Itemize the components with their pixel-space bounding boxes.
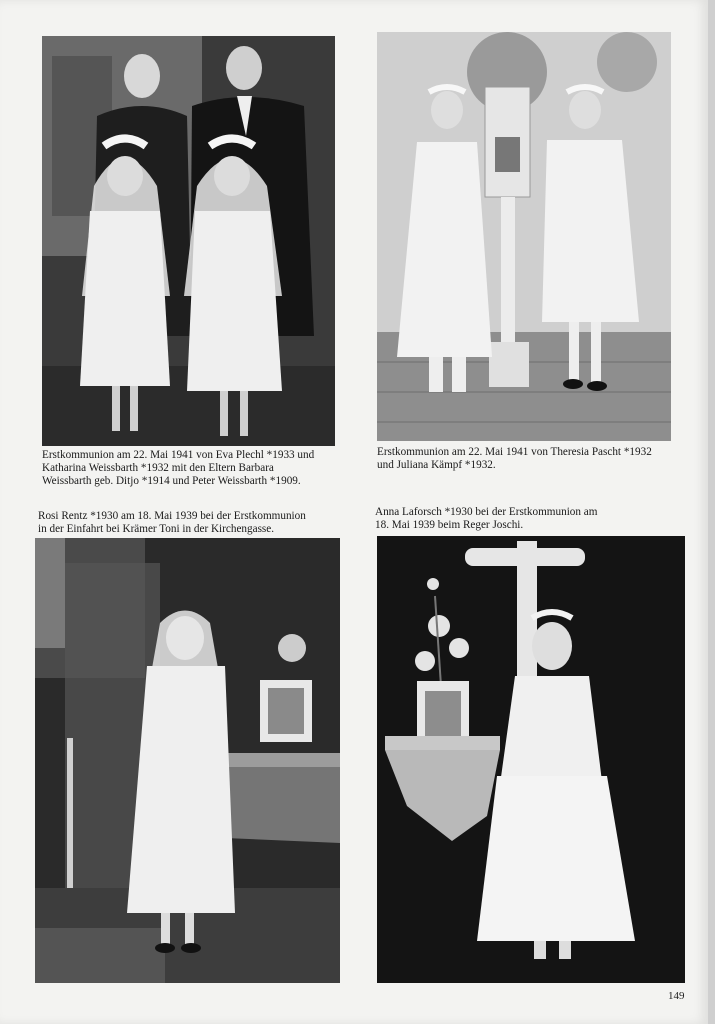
caption-line: Rosi Rentz *1930 am 18. Mai 1939 bei der Erstkommunion <box>38 510 306 522</box>
photo-girl-cross-caption <box>375 506 597 532</box>
photo-family-communion <box>42 36 335 446</box>
caption-line: in der Einfahrt bei Krämer Toni in der Kirchengasse. <box>38 523 275 535</box>
caption-line: Erstkommunion am 22. Mai 1941 von Theresia Pascht *1932 <box>377 446 652 458</box>
photo-two-girls-pedestal <box>377 32 671 441</box>
photo-two-girls-pedestal-caption <box>377 446 652 472</box>
caption-line: 18. Mai 1939 beim Reger Joschi. <box>375 519 524 531</box>
photo-girl-gateway-caption <box>38 510 306 536</box>
caption-line: Weissbarth geb. Ditjo *1914 und Peter Weissbarth *1909. <box>42 475 301 487</box>
caption-line: Katharina Weissbarth *1932 mit den Eltern Barbara <box>42 462 274 474</box>
page-number: 149 <box>668 990 685 1002</box>
photo-two-girls-pedestal-image <box>377 32 671 441</box>
photo-family-communion-caption <box>42 449 314 488</box>
photo-girl-cross <box>377 536 685 983</box>
photo-girl-cross-image <box>377 536 685 983</box>
caption-line: und Juliana Kämpf *1932. <box>377 459 496 471</box>
photo-girl-gateway <box>35 538 340 983</box>
photo-family-communion-image <box>42 36 335 446</box>
photo-girl-gateway-image <box>35 538 340 983</box>
caption-line: Anna Laforsch *1930 bei der Erstkommunion am <box>375 506 598 518</box>
caption-line: Erstkommunion am 22. Mai 1941 von Eva Plechl *1933 und <box>42 449 315 461</box>
